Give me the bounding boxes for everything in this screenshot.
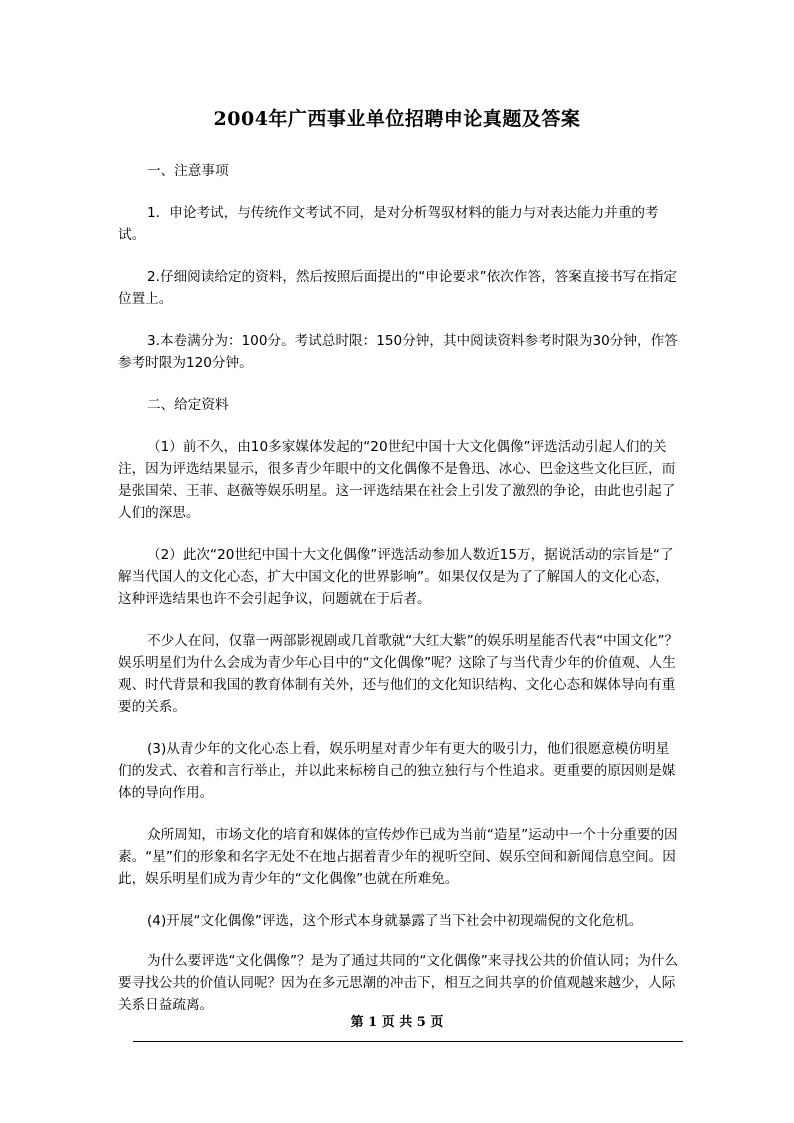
section-heading-notes: 一、注意事项 xyxy=(147,163,229,179)
paragraph: 不少人在问，仅靠一两部影视剧或几首歌就“大红大紫”的娱乐明星能否代表“中国文化”？娱乐明星们为什么会成为青少年心目中的“文化偶像”呢？这除了与当代青少年的价值观、人生观、时代背景和我国的教育体制有关外，还与他们的文化知识结构、文化心态和媒体导向有重要的关系。 xyxy=(118,633,679,715)
section-heading-materials: 二、给定资料 xyxy=(147,397,229,413)
paragraph: 众所周知，市场文化的培育和媒体的宣传炒作已成为当前“造星”运动中一个十分重要的因素。“星”们的形象和名字无处不在地占据着青少年的视听空间、娱乐空间和新闻信息空间。因此，娱乐明星们成为青少年的“文化偶像”也就在所难免。 xyxy=(118,827,678,887)
paragraph: (3)从青少年的文化心态上看，娱乐明星对青少年有更大的吸引力，他们很愿意模仿明星们的发式、衣着和言行举止，并以此来标榜自己的独立独行与个性追求。更重要的原因则是媒体的导向作用。 xyxy=(118,741,676,801)
paragraph: (4)开展“文化偶像”评选，这个形式本身就暴露了当下社会中初现端倪的文化危机。 xyxy=(147,913,643,929)
paragraph: 2.仔细阅读给定的资料，然后按照后面提出的“申论要求”依次作答，答案直接书写在指定位置上。 xyxy=(118,269,678,307)
document-body xyxy=(118,160,680,1036)
paragraph: 3.本卷满分为：100分。考试总时限：150分钟，其中阅读资料参考时限为30分钟，作答参考时限为120分钟。 xyxy=(118,333,678,371)
footer-divider xyxy=(133,1041,683,1042)
paragraph: （2）此次“20世纪中国十大文化偶像”评选活动参加人数近15万，据说活动的宗旨是“了解当代国人的文化心态，扩大中国文化的世界影响”。如果仅仅是为了了解国人的文化心态，这种评选结果也许不会引起争议，问题就在于后者。 xyxy=(118,547,674,607)
paragraph: 1．申论考试，与传统作文考试不同，是对分析驾驭材料的能力与对表达能力并重的考试。 xyxy=(118,205,659,243)
paragraph: （1）前不久，由10多家媒体发起的“20世纪中国十大文化偶像”评选活动引起人们的关注，因为评选结果显示，很多青少年眼中的文化偶像不是鲁迅、冰心、巴金这些文化巨匠，而是张国荣、王菲、赵薇等娱乐明星。这一评选结果在社会上引发了激烈的争论，由此也引起了人们的深思。 xyxy=(118,439,676,521)
page-number-footer: 第 1 页 共 5 页 xyxy=(350,1015,444,1030)
document-title: 2004年广西事业单位招聘申论真题及答案 xyxy=(213,108,581,130)
paragraph: 为什么要评选“文化偶像”？是为了通过共同的“文化偶像”来寻找公共的价值认同；为什么要寻找公共的价值认同呢？因为在多元思潮的冲击下，相互之间共享的价值观越来越少，人际关系日益疏离。 xyxy=(118,953,679,1013)
